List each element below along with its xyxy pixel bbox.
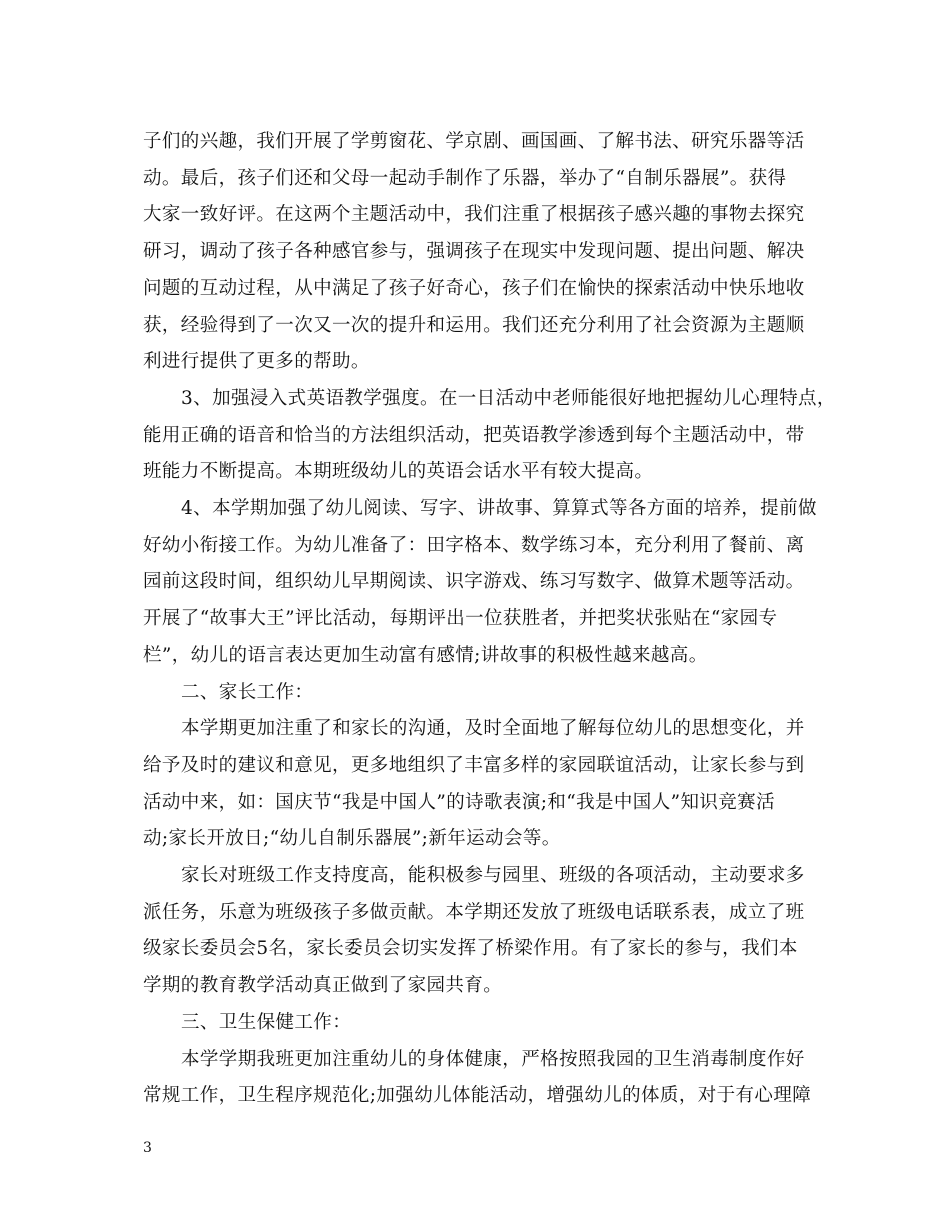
text-line: 园前这段时间，组织幼儿早期阅读、识字游戏、练习写数字、做算术题等活动。 <box>143 571 805 593</box>
text-line: 3、加强浸入式英语教学强度。在一日活动中老师能很好地把握幼儿心理特点， <box>181 387 836 409</box>
text-line: 活动中来，如：国庆节“我是中国人”的诗歌表演;和“我是中国人”知识竞赛活 <box>143 791 775 813</box>
text-line: 能用正确的语音和恰当的方法组织活动，把英语教学渗透到每个主题活动中，带 <box>143 424 805 446</box>
text-line: 学期的教育教学活动真正做到了家园共育。 <box>143 975 503 997</box>
text-line: 派任务，乐意为班级孩子多做贡献。本学期还发放了班级电话联系表，成立了班 <box>143 901 805 923</box>
text-line: 获，经验得到了一次又一次的提升和运用。我们还充分利用了社会资源为主题顺 <box>143 314 805 336</box>
document-body <box>143 124 836 1115</box>
text-line: 4、本学期加强了幼儿阅读、写字、讲故事、算算式等各方面的培养，提前做 <box>181 498 817 520</box>
text-line: 班能力不断提高。本期班级幼儿的英语会话水平有较大提高。 <box>143 461 654 483</box>
text-line: 好幼小衔接工作。为幼儿准备了：田字格本、数学练习本，充分利用了餐前、离 <box>143 534 805 556</box>
text-line: 给予及时的建议和意见，更多地组织了丰富多样的家园联谊活动，让家长参与到 <box>143 754 805 776</box>
text-line: 大家一致好评。在这两个主题活动中，我们注重了根据孩子感兴趣的事物去探究 <box>143 204 805 226</box>
section-heading: 二、家长工作： <box>181 681 314 703</box>
text-line: 本学期更加注重了和家长的沟通，及时全面地了解每位幼儿的思想变化，并 <box>181 718 805 740</box>
text-line: 级家长委员会5名，家长委员会切实发挥了桥梁作用。有了家长的参与，我们本 <box>143 938 798 960</box>
text-line: 利进行提供了更多的帮助。 <box>143 351 370 373</box>
section-heading: 三、卫生保健工作： <box>181 1011 352 1033</box>
text-line: 研习，调动了孩子各种感官参与，强调孩子在现实中发现问题、提出问题、解决 <box>143 241 805 263</box>
text-line: 本学学期我班更加注重幼儿的身体健康，严格按照我园的卫生消毒制度作好 <box>181 1048 805 1070</box>
text-line: 常规工作，卫生程序规范化;加强幼儿体能活动，增强幼儿的体质，对于有心理障 <box>143 1085 812 1107</box>
text-line: 子们的兴趣，我们开展了学剪窗花、学京剧、画国画、了解书法、研究乐器等活 <box>143 131 805 152</box>
text-line: 动。最后，孩子们还和父母一起动手制作了乐器，举办了“自制乐器展”。获得 <box>143 167 787 189</box>
text-line: 动;家长开放日;“幼儿自制乐器展”;新年运动会等。 <box>143 828 561 850</box>
text-line: 栏”，幼儿的语言表达更加生动富有感情;讲故事的积极性越来越高。 <box>143 644 708 666</box>
document-text <box>143 124 836 1115</box>
page-number: 3 <box>143 1140 152 1156</box>
text-line: 开展了“故事大王”评比活动，每期评出一位获胜者，并把奖状张贴在“家园专 <box>143 608 778 630</box>
text-line: 家长对班级工作支持度高，能积极参与园里、班级的各项活动，主动要求多 <box>181 865 805 887</box>
text-line: 问题的互动过程，从中满足了孩子好奇心，孩子们在愉快的探索活动中快乐地收 <box>143 277 805 299</box>
